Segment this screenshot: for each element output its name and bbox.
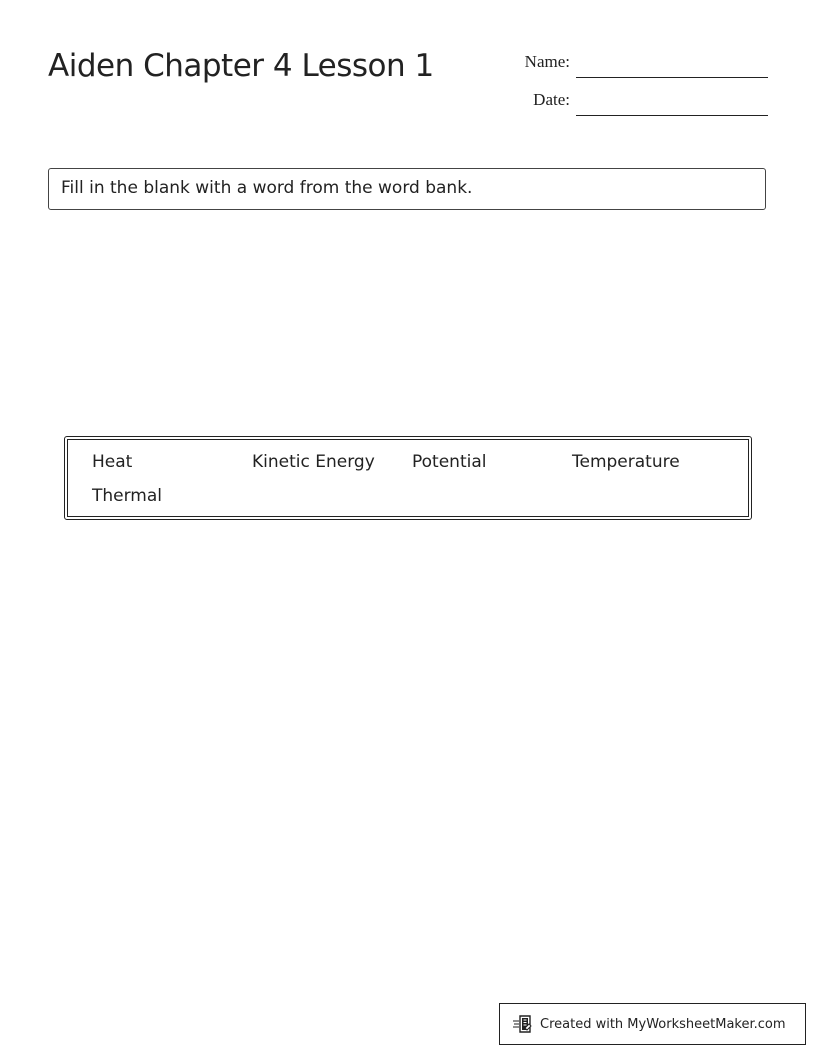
word-bank-row — [92, 486, 732, 520]
word-bank-row — [92, 452, 732, 486]
created-with-badge[interactable] — [499, 1003, 806, 1045]
worksheet-maker-logo-icon — [512, 1013, 534, 1035]
word-bank-list — [92, 452, 732, 520]
created-with-text: Created with MyWorksheetMaker.com — [540, 1016, 786, 1032]
date-field — [500, 90, 768, 116]
word-bank-item: Kinetic Energy — [252, 452, 375, 472]
name-blank-line — [576, 76, 768, 78]
word-bank-item: Potential — [412, 452, 487, 472]
word-bank-item: Heat — [92, 452, 133, 472]
date-blank-line — [576, 114, 768, 116]
name-label: Name: — [524, 52, 570, 71]
date-label: Date: — [533, 90, 570, 109]
word-bank-item: Thermal — [92, 486, 163, 506]
instructions-box: Fill in the blank with a word from the word bank. — [48, 168, 766, 210]
page-title: Aiden Chapter 4 Lesson 1 — [48, 48, 434, 84]
word-bank-item: Temperature — [572, 452, 680, 472]
name-field — [500, 52, 768, 78]
word-bank — [64, 436, 752, 520]
